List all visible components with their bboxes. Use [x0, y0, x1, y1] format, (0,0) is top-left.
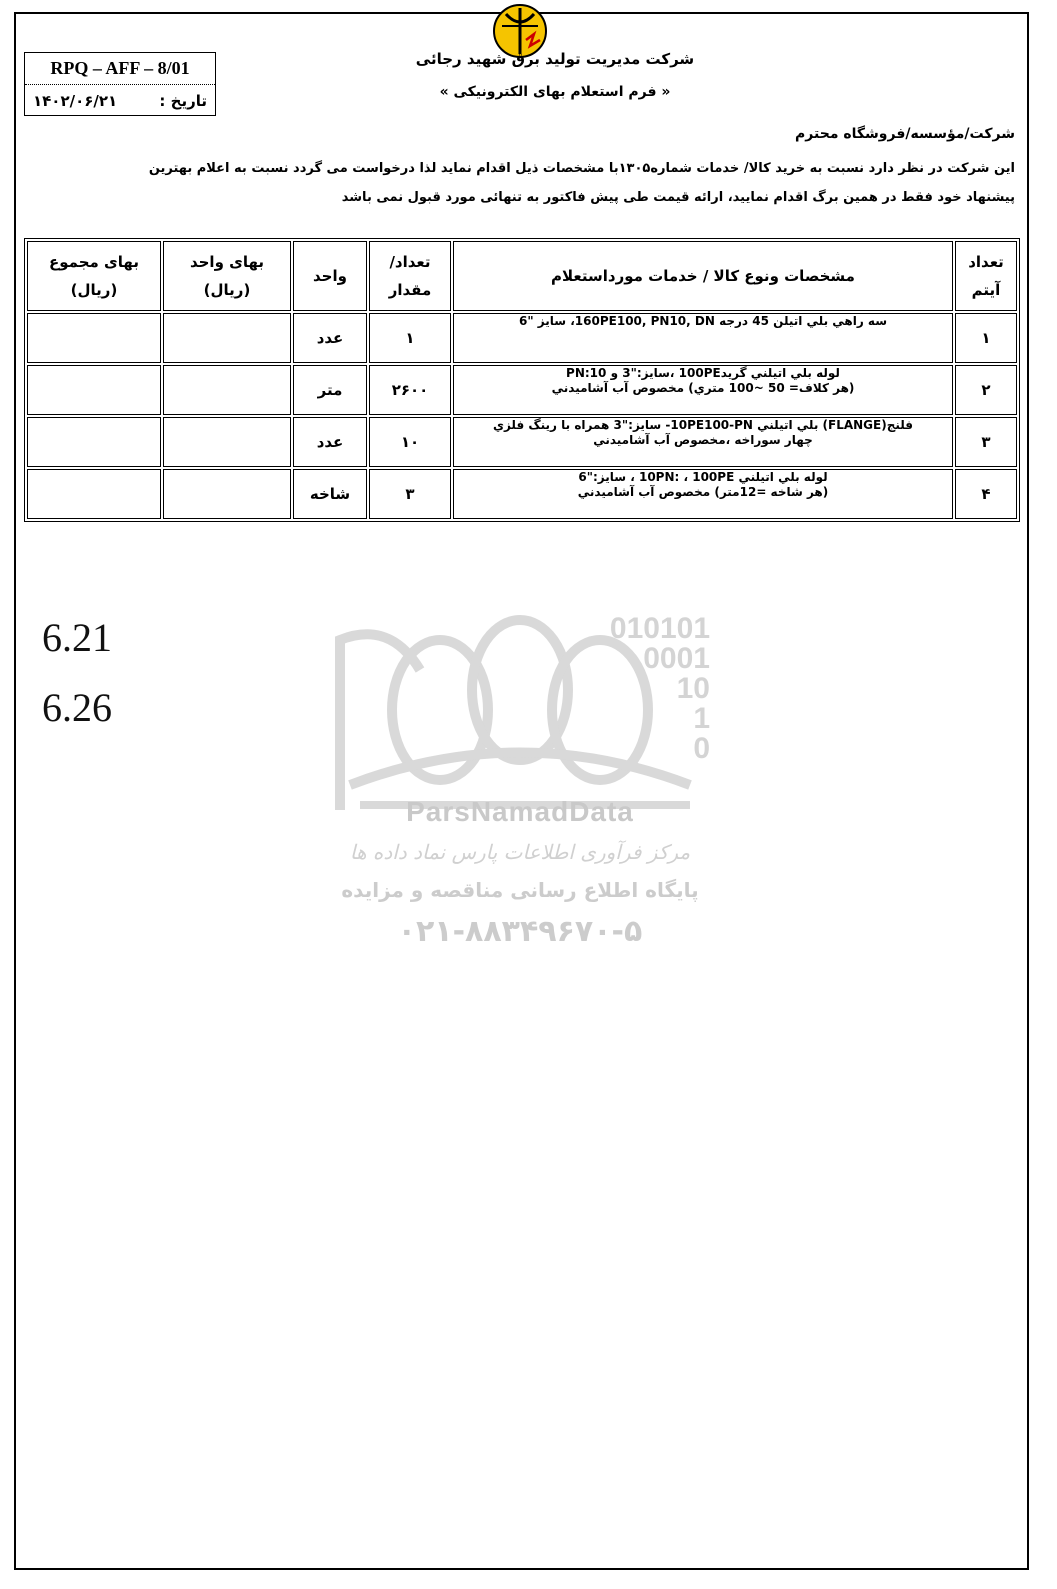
salutation: شرکت/مؤسسه/فروشگاه محترم — [795, 126, 1015, 142]
cell-unit: عدد — [293, 313, 367, 363]
watermark-brand: ParsNamadData — [406, 796, 634, 827]
cell-unit: شاخه — [293, 469, 367, 519]
table-row — [27, 417, 1017, 467]
cell-unit: عدد — [293, 417, 367, 467]
date-value: ۱۴۰۲/۰۶/۲۱ — [33, 91, 118, 110]
table-row — [27, 313, 1017, 363]
cell-item: ۱ — [955, 313, 1017, 363]
cell-description: فلنج(FLANGE) بلي اتيلني 10PE100-PN- سايز:"3 همراه با رينگ فلزي چهار سوراخه ،مخصوص آب آشاميدني — [453, 417, 953, 467]
cell-description: لوله بلي اتيلني 10PN: ، 100PE ، سايز:"6 (هر شاخه =12متر) مخصوص آب آشاميدني — [453, 469, 953, 519]
cell-unit: متر — [293, 365, 367, 415]
form-code: RPQ – AFF – 8/01 — [25, 53, 215, 85]
cell-item: ۲ — [955, 365, 1017, 415]
cell-quantity: ۱۰ — [369, 417, 451, 467]
handwritten-note: 6.26 — [42, 685, 112, 730]
cell-quantity: ۳ — [369, 469, 451, 519]
cell-total-price[interactable] — [27, 417, 161, 467]
cell-quantity: ۲۶۰۰ — [369, 365, 451, 415]
intro-line: این شرکت در نظر دارد نسبت به خرید کالا/ خدمات شماره۱۳۰۵با مشخصات ذیل اقدام نماید لذا درخواست می گردد نسبت به اعلام بهترین — [148, 161, 1015, 176]
date-row — [25, 85, 215, 116]
cell-description: لوله بلي اتيلني گريد100PE ،سايز:"3 و PN:10 (هر كلاف= 50 ~100 متري) مخصوص آب آشاميدني — [453, 365, 953, 415]
cell-total-price[interactable] — [27, 469, 161, 519]
cell-unit-price[interactable] — [163, 469, 291, 519]
date-label: تاریخ : — [159, 91, 207, 110]
cell-description: سه راهي بلي اتيلن 45 درجه 160PE100, PN10, DN، سايز "6 — [453, 313, 953, 363]
cell-total-price[interactable] — [27, 313, 161, 363]
handwritten-note: 6.21 — [42, 615, 112, 660]
cell-unit-price[interactable] — [163, 417, 291, 467]
intro-line: پیشنهاد خود فقط در همین برگ اقدام نمایید، ارائه قیمت طی پیش فاکتور به تنهائی مورد قبول نمی باشد — [341, 190, 1015, 205]
cell-quantity: ۱ — [369, 313, 451, 363]
header-item: تعداد آیتم — [955, 241, 1017, 311]
header-unit: واحد — [293, 241, 367, 311]
header-total-price: بهای مجموع (ریال) — [27, 241, 161, 311]
inquiry-table — [24, 238, 1020, 522]
cell-item: ۳ — [955, 417, 1017, 467]
cell-item: ۴ — [955, 469, 1017, 519]
header-unit-price: بهای واحد (ریال) — [163, 241, 291, 311]
table-header-row — [27, 241, 1017, 311]
header-description: مشخصات ونوع کالا / خدمات مورداستعلام — [453, 241, 953, 311]
watermark-text: پایگاه اطلاع رسانی مناقصه و مزایده — [341, 878, 699, 902]
watermark-phone: ۰۲۱-۸۸۳۴۹۶۷۰-۵ — [397, 914, 643, 949]
watermark-binary: 010101 0001 10 1 0 — [609, 612, 710, 765]
table-row — [27, 469, 1017, 519]
cell-total-price[interactable] — [27, 365, 161, 415]
intro-paragraph — [115, 154, 1015, 212]
cell-unit-price[interactable] — [163, 313, 291, 363]
form-title: « فرم استعلام بهای الکترونیکی » — [439, 84, 671, 100]
form-code-box — [24, 52, 216, 116]
cell-unit-price[interactable] — [163, 365, 291, 415]
company-name: شرکت مدیریت تولید برق شهید رجائی — [415, 50, 695, 68]
table-row — [27, 365, 1017, 415]
watermark-text: مرکز فرآوری اطلاعات پارس نماد داده ها — [349, 840, 691, 864]
header-quantity: تعداد/ مقدار — [369, 241, 451, 311]
